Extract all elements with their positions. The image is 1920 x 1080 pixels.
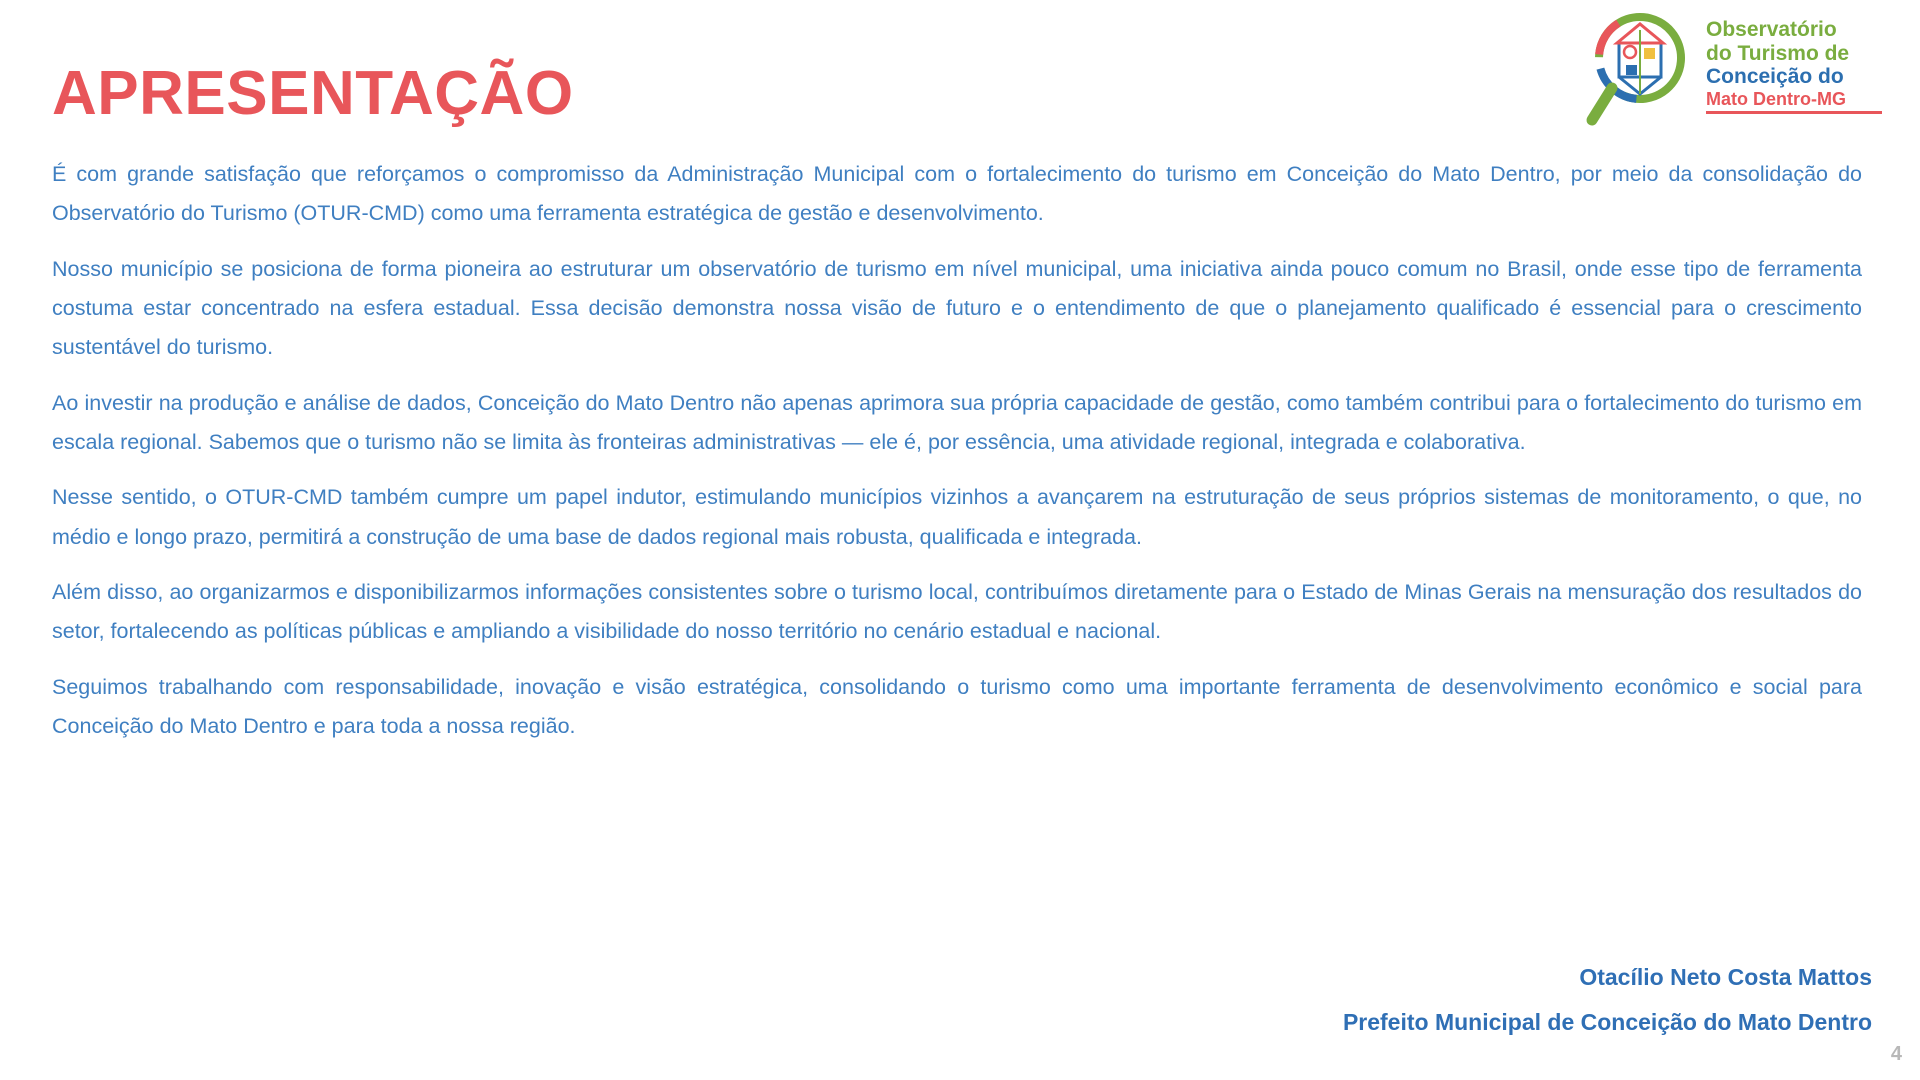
paragraph: É com grande satisfação que reforçamos o compromisso da Administração Municipal com o fortalecimento do turismo em Conceição do Mato Dentro, por meio da consolidação do Observatório do Turismo (OTUR-CMD) como uma ferramenta estratégica de gestão e desenvolvimento. (52, 162, 1862, 226)
logo-line-2: do Turismo de (1706, 41, 1850, 65)
logo-underline (1706, 111, 1882, 114)
paragraph: Seguimos trabalhando com responsabilidade, inovação e visão estratégica, consolidando o turismo como uma importante ferramenta de desenvolvimento econômico e social para Conceição do Mato Dentro e para toda a nossa região. (52, 674, 1862, 739)
paragraph: Ao investir na produção e análise de dados, Conceição do Mato Dentro não apenas aprimora sua própria capacidade de gestão, como também contribui para o fortalecimento do turismo em escala regional. Sabemos que o turismo não se limita às fronteiras administrativas — ele é, por essência, uma atividade regional, integrada e colaborativa. (52, 390, 1862, 455)
logo-line-1: Observatório (1706, 18, 1837, 41)
page-number: 4 (1890, 1043, 1902, 1065)
logo-line-4: Mato Dentro-MG (1706, 88, 1846, 109)
logo-wordmark (1706, 18, 1884, 109)
paragraph: Nesse sentido, o OTUR-CMD também cumpre um papel indutor, estimulando municípios vizinhos a avançarem na estruturação de seus próprios sistemas de monitoramento, o que, no médio e longo prazo, permitirá a construção de uma base de dados regional mais robusta, qualificada e integrada. (52, 485, 1862, 549)
logo-line-3: Conceição do (1706, 65, 1844, 89)
observatorio-turismo-logo-icon (1584, 8, 1702, 130)
page-title: APRESENTAÇÃO (52, 58, 574, 128)
paragraph: Além disso, ao organizarmos e disponibilizarmos informações consistentes sobre o turismo local, contribuímos diretamente para o Estado de Minas Gerais na mensuração dos resultados do setor, fortalecendo as políticas públicas e ampliando a visibilidade do nosso território no cenário estadual e nacional. (52, 580, 1862, 644)
logo (1584, 8, 1884, 136)
paragraph: Nosso município se posiciona de forma pioneira ao estruturar um observatório de turismo em nível municipal, uma iniciativa ainda pouco comum no Brasil, onde esse tipo de ferramenta costuma estar concentrado na esfera estadual. Essa decisão demonstra nossa visão de futuro e o entendimento de que o planejamento qualificado é essencial para o crescimento sustentável do turismo. (52, 256, 1862, 360)
signature-role: Prefeito Municipal de Conceição do Mato Dentro (1342, 1008, 1872, 1035)
signature-block (1343, 955, 1872, 1045)
body-content (52, 155, 1862, 746)
signature-name: Otacílio Neto Costa Mattos (1579, 964, 1872, 990)
